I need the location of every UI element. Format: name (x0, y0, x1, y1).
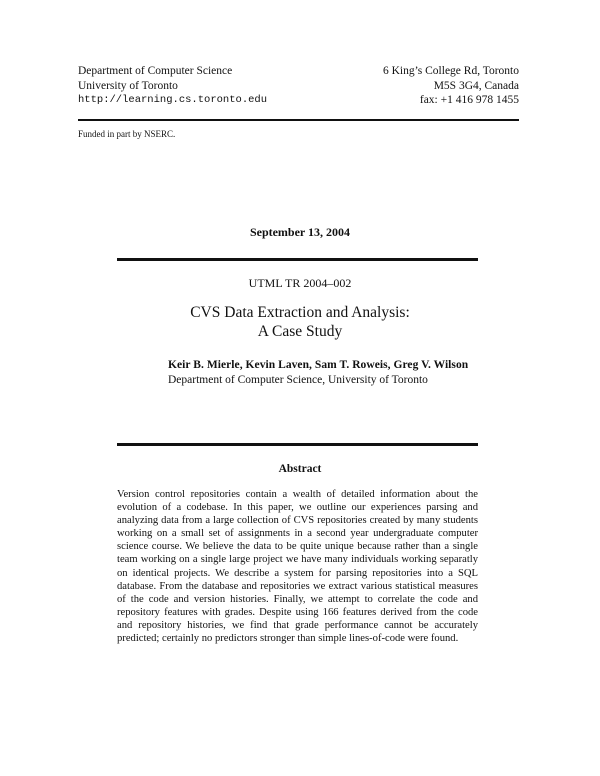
postal-code: M5S 3G4, Canada (433, 79, 519, 92)
header-rule (78, 119, 519, 121)
report-date: September 13, 2004 (249, 225, 351, 239)
header-address-right (383, 64, 519, 108)
author-affiliation: Department of Computer Science, University of Toronto (168, 374, 428, 386)
abstract-text: Version control repositories contain a wealth of detailed information about the evolution of a codebase. In this paper, we outline our experiences parsing and analyzing data from a large collection of CVS repositories created by many students working on a small set of assignments in a second year undergraduate computer science course. We believe the data to be quite unique because rather than a single team working on a single large project we have many individuals working separatly on identical projects. We describe a system for parsing repositories into a SQL database. From the database and repositories we extract various statistical measures of the code and version histories. Finally, we attempt to correlate the code and repository features with grades. Despite using 166 features derived from the code and repository histories, we find that grade performance cannot be accurately predicted; certainly no predictors stronger than simple lines-of-code were found. (117, 489, 478, 645)
paper-title (0, 303, 600, 341)
author-list: Keir B. Mierle, Kevin Laven, Sam T. Roweis, Greg V. Wilson (168, 359, 469, 371)
paper-title-line-2: A Case Study (257, 323, 343, 340)
report-number: UTML TR 2004–002 (248, 276, 352, 290)
university-name: University of Toronto (78, 79, 178, 92)
department-name: Department of Computer Science (78, 65, 233, 77)
fax-number: fax: +1 416 978 1455 (419, 94, 519, 106)
title-rule-bottom (117, 443, 478, 446)
title-rule-top (117, 258, 478, 261)
abstract-heading: Abstract (278, 463, 322, 475)
department-url[interactable]: http://learning.cs.toronto.edu (78, 94, 268, 106)
header-address-left (78, 64, 267, 108)
street-address: 6 King’s College Rd, Toronto (382, 65, 519, 77)
paper-title-line-1: CVS Data Extraction and Analysis: (190, 304, 410, 321)
funding-note: Funded in part by NSERC. (78, 129, 176, 139)
